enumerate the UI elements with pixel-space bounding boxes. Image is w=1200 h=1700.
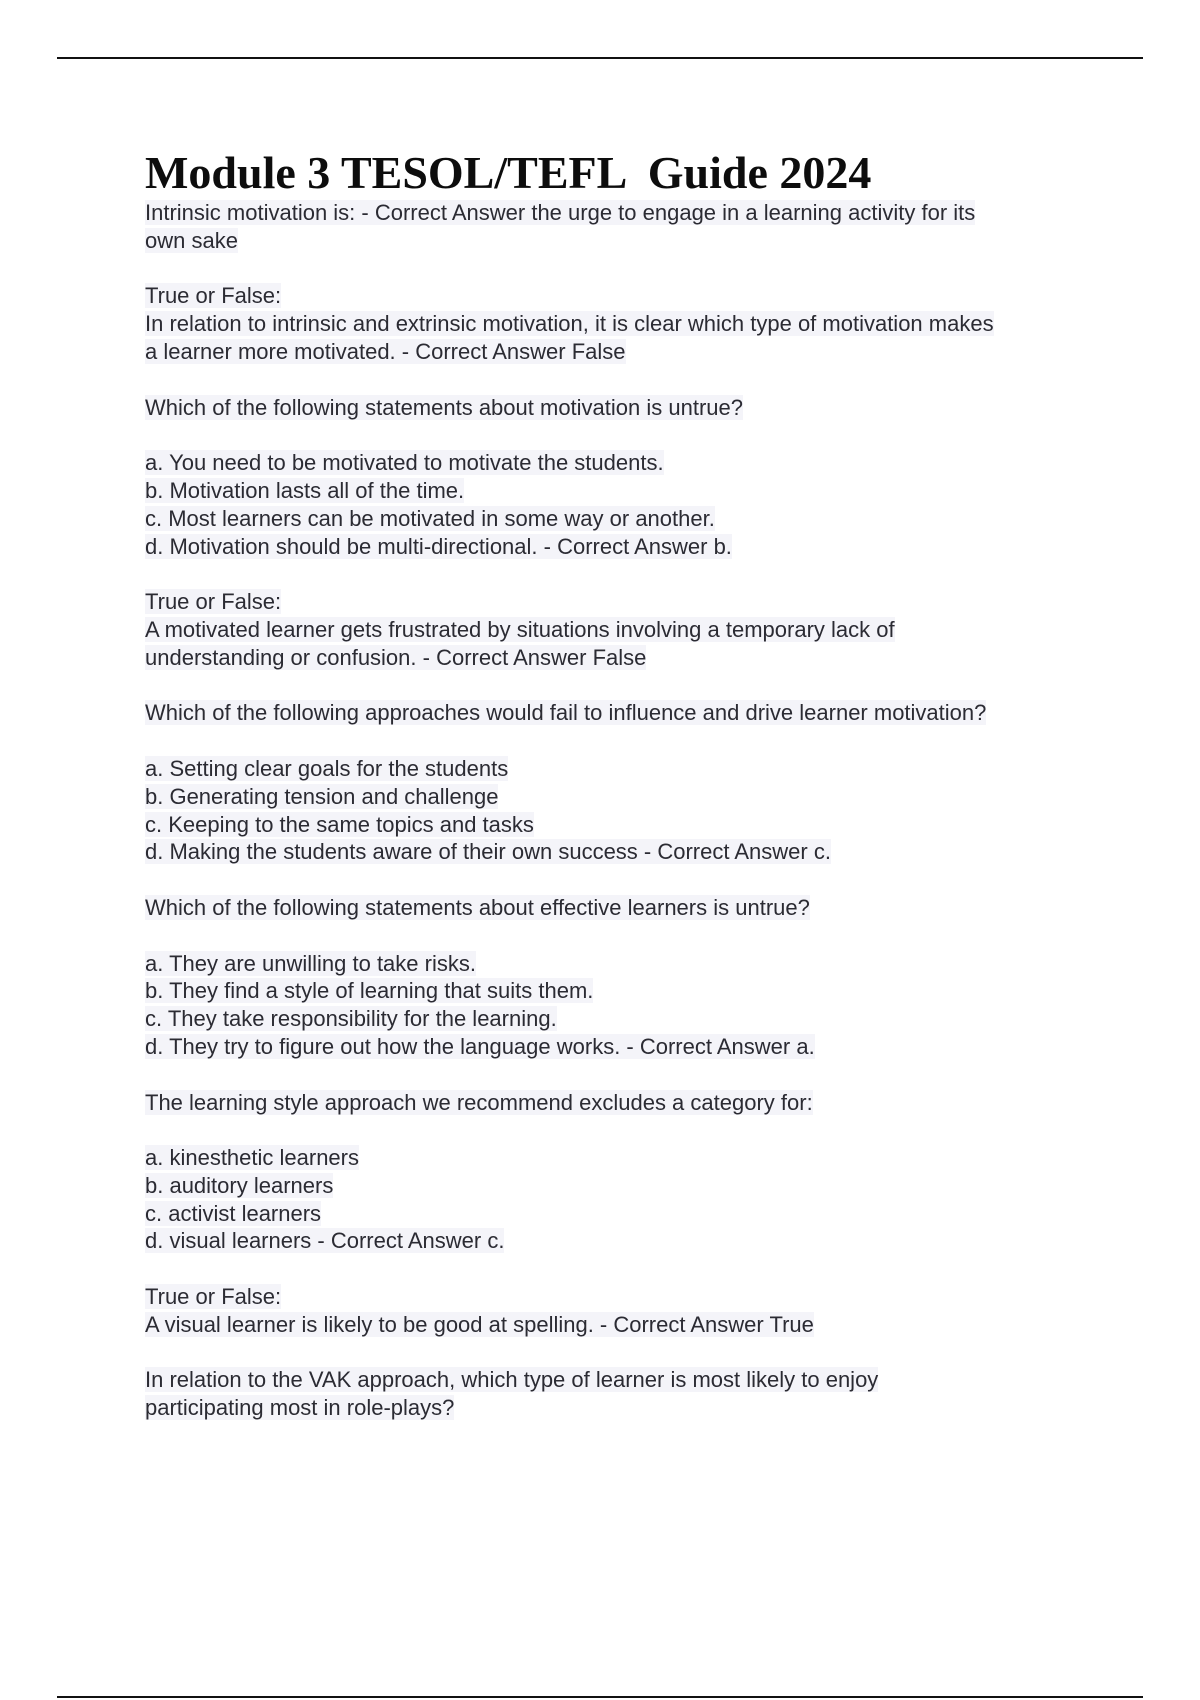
bottom-rule [57, 1696, 1143, 1698]
blank-line [145, 672, 1085, 700]
text-line [145, 449, 1085, 477]
text-line-content: A visual learner is likely to be good at spelling. - Correct Answer True [145, 1311, 814, 1337]
text-line-content: a. You need to be motivated to motivate the students. [145, 450, 664, 476]
text-line [145, 227, 1085, 255]
text-line-content: b. Motivation lasts all of the time. [145, 477, 465, 503]
text-line [145, 588, 1085, 616]
text-line-content: True or False: [145, 1284, 282, 1310]
blank-line [145, 1339, 1085, 1367]
text-line [145, 1033, 1085, 1061]
text-line-content: Intrinsic motivation is: - Correct Answer the urge to engage in a learning activity for its [145, 200, 976, 225]
text-line-content: The learning style approach we recommend excludes a category for: [145, 1089, 813, 1115]
text-line-content: d. Making the students aware of their own success - Correct Answer c. [145, 839, 831, 865]
text-line-content: Which of the following approaches would fail to influence and drive learner motivation? [145, 700, 987, 726]
text-line-content: a. Setting clear goals for the students [145, 755, 509, 781]
text-line-content: a learner more motivated. - Correct Answer False [145, 338, 626, 364]
text-line [145, 950, 1085, 978]
text-line-content: True or False: [145, 283, 282, 309]
text-line-content: In relation to the VAK approach, which type of learner is most likely to enjoy [145, 1367, 879, 1393]
text-line [145, 699, 1085, 727]
text-line [145, 616, 1085, 644]
text-line [145, 1394, 1085, 1422]
text-line [145, 199, 1085, 227]
text-line-content: c. They take responsibility for the learning. [145, 1006, 557, 1032]
text-line-content: b. They find a style of learning that suits them. [145, 978, 594, 1004]
text-line [145, 505, 1085, 533]
text-line [145, 282, 1085, 310]
text-line-content: d. Motivation should be multi-directional. - Correct Answer b. [145, 533, 732, 559]
text-line-content: A motivated learner gets frustrated by situations involving a temporary lack of [145, 616, 895, 642]
blank-line [145, 255, 1085, 283]
text-line-content: participating most in role-plays? [145, 1395, 455, 1421]
text-line [145, 977, 1085, 1005]
blank-line [145, 560, 1085, 588]
text-line [145, 783, 1085, 811]
text-line [145, 811, 1085, 839]
qa-text [145, 199, 1085, 1422]
text-line-content: own sake [145, 227, 238, 253]
text-line [145, 533, 1085, 561]
text-line [145, 1172, 1085, 1200]
text-line [145, 477, 1085, 505]
text-line [145, 1089, 1085, 1117]
blank-line [145, 1255, 1085, 1283]
text-line-content: True or False: [145, 589, 282, 615]
text-line-content: c. Keeping to the same topics and tasks [145, 811, 534, 837]
text-line-content: c. activist learners [145, 1200, 322, 1226]
text-line [145, 755, 1085, 783]
blank-line [145, 727, 1085, 755]
blank-line [145, 1061, 1085, 1089]
text-line [145, 1366, 1085, 1394]
text-line [145, 394, 1085, 422]
blank-line [145, 421, 1085, 449]
text-line [145, 1005, 1085, 1033]
text-line-content: In relation to intrinsic and extrinsic motivation, it is clear which type of motivation makes [145, 311, 994, 337]
text-line [145, 1311, 1085, 1339]
text-line [145, 838, 1085, 866]
text-line-content: b. auditory learners [145, 1172, 334, 1198]
text-line [145, 644, 1085, 672]
text-line [145, 1227, 1085, 1255]
blank-line [145, 922, 1085, 950]
document-title: Module 3 TESOL/TEFL Guide 2024 [145, 147, 872, 198]
blank-line [145, 366, 1085, 394]
blank-line [145, 866, 1085, 894]
text-line-content: understanding or confusion. - Correct Answer False [145, 644, 647, 670]
text-line-content: a. kinesthetic learners [145, 1145, 359, 1171]
blank-line [145, 1116, 1085, 1144]
text-line-content: a. They are unwilling to take risks. [145, 950, 476, 976]
document-body [145, 145, 1085, 1422]
top-rule [57, 57, 1143, 59]
text-line-content: c. Most learners can be motivated in some way or another. [145, 505, 715, 531]
text-line [145, 1200, 1085, 1228]
text-line-content: Which of the following statements about effective learners is untrue? [145, 894, 810, 920]
text-line [145, 338, 1085, 366]
text-line-content: Which of the following statements about motivation is untrue? [145, 394, 743, 420]
text-line [145, 1283, 1085, 1311]
text-line [145, 894, 1085, 922]
text-line-content: b. Generating tension and challenge [145, 783, 499, 809]
text-line [145, 310, 1085, 338]
text-line-content: d. visual learners - Correct Answer c. [145, 1228, 505, 1254]
text-line-content: d. They try to figure out how the language works. - Correct Answer a. [145, 1033, 815, 1059]
text-line [145, 1144, 1085, 1172]
